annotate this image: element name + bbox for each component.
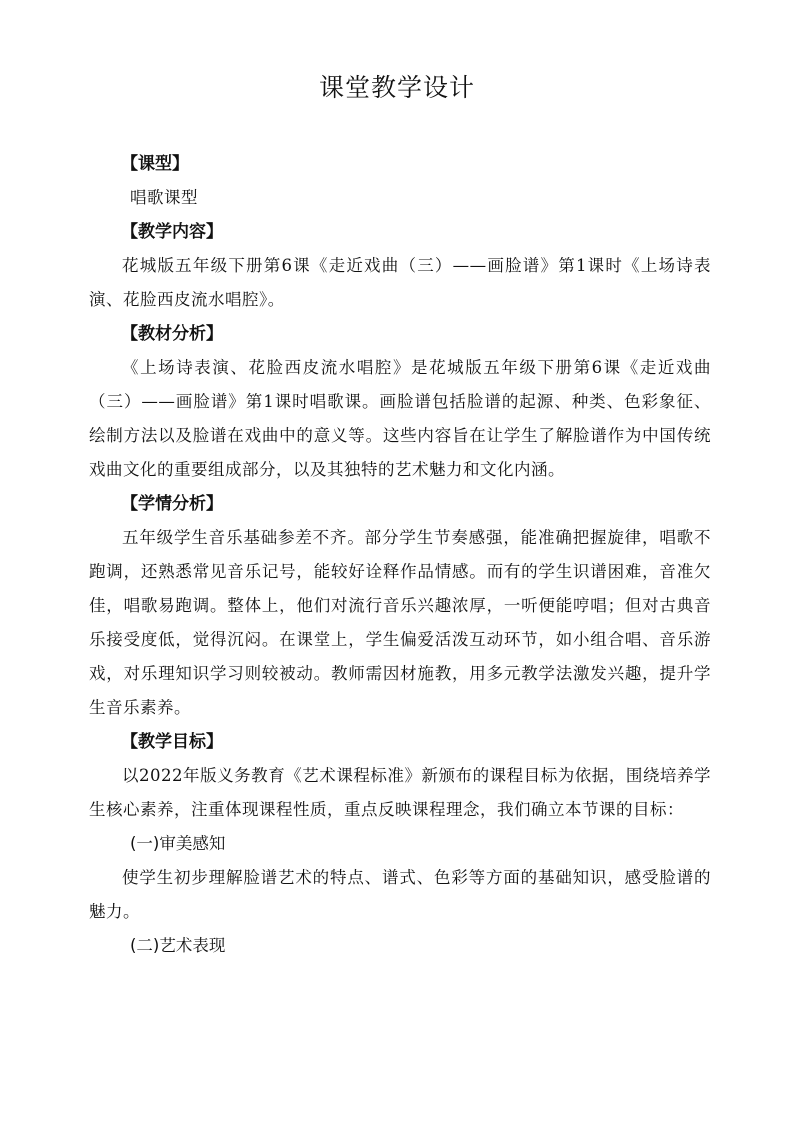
- material-analysis-text: 《上场诗表演、花脸西皮流水唱腔》是花城版五年级下册第6课《走近戏曲（三）——画脸谱》第1课时唱歌课。画脸谱包括脸谱的起源、种类、色彩象征、绘制方法以及脸谱在戏曲中的意义等。这些内容旨在让学生了解脸谱作为中国传统戏曲文化的重要组成部分，以及其独特的艺术魅力和文化内涵。: [89, 358, 711, 479]
- teaching-content-heading: 【教学内容】: [121, 222, 223, 242]
- teaching-content-text: 花城版五年级下册第6课《走近戏曲（三）——画脸谱》第1课时《上场诗表演、花脸西皮流水唱腔》。: [89, 256, 711, 309]
- artistic-expression-heading: (二)艺术表现: [130, 936, 226, 955]
- lesson-type-heading: 【课型】: [121, 154, 189, 174]
- lesson-type-text: 唱歌课型: [130, 188, 198, 207]
- aesthetic-perception-text: 使学生初步理解脸谱艺术的特点、谱式、色彩等方面的基础知识，感受脸谱的魅力。: [89, 868, 711, 921]
- student-analysis-heading: 【学情分析】: [121, 494, 223, 514]
- material-analysis-heading: 【教材分析】: [121, 324, 223, 344]
- document-body: [89, 147, 711, 963]
- page-title: 课堂教学设计: [318, 73, 475, 102]
- teaching-goals-text: 以2022年版义务教育《艺术课程标准》新颁布的课程目标为依据，围绕培养学生核心素养，注重体现课程性质，重点反映课程理念，我们确立本节课的目标：: [89, 766, 711, 819]
- aesthetic-perception-heading: (一)审美感知: [130, 834, 226, 853]
- student-analysis-text: 五年级学生音乐基础参差不齐。部分学生节奏感强，能准确把握旋律，唱歌不跑调，还熟悉常见音乐记号，能较好诠释作品情感。而有的学生识谱困难，音准欠佳，唱歌易跑调。整体上，他们对流行音乐兴趣浓厚，一听便能哼唱；但对古典音乐接受度低，觉得沉闷。在课堂上，学生偏爱活泼互动环节，如小组合唱、音乐游戏，对乐理知识学习则较被动。教师需因材施教，用多元教学法激发兴趣，提升学生音乐素养。: [89, 528, 711, 717]
- teaching-goals-heading: 【教学目标】: [121, 732, 223, 752]
